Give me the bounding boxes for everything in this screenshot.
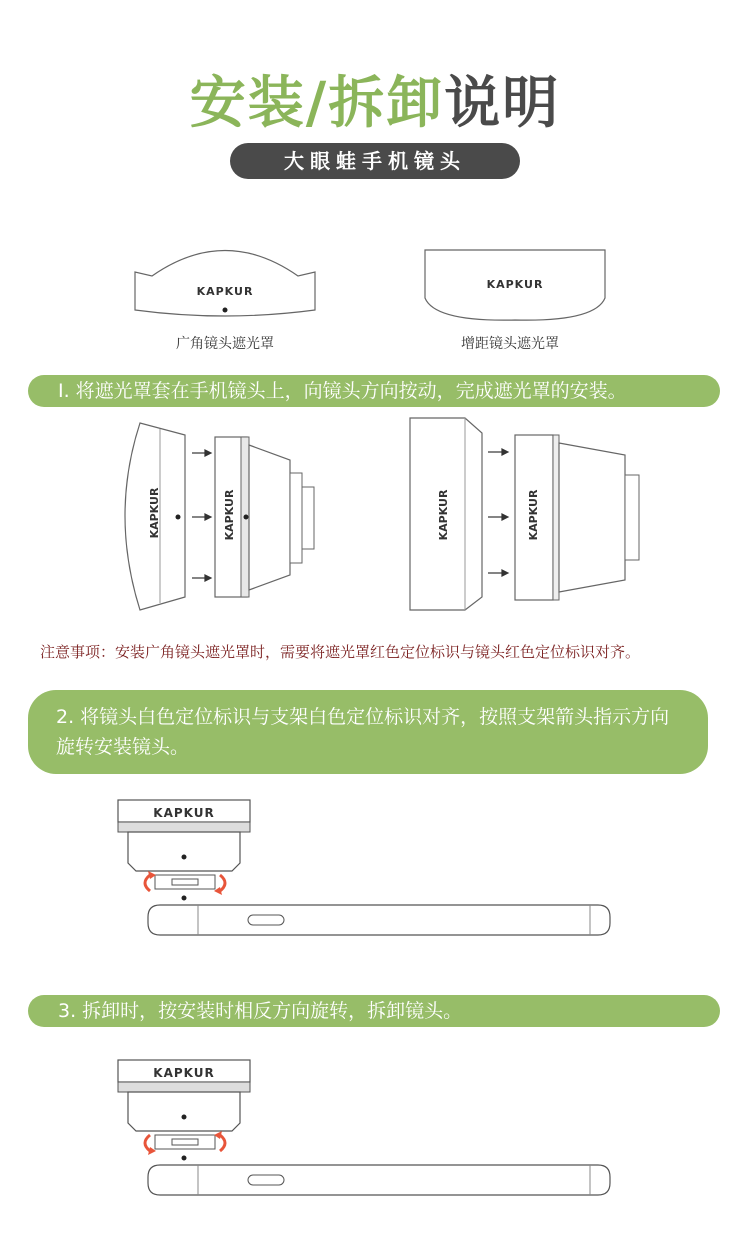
brand-label: KAPKUR xyxy=(486,278,544,291)
title-green-part: 安装/拆卸 xyxy=(189,71,445,136)
step3-bar: 3. 拆卸时，按安装时相反方向旋转，拆卸镜头。 xyxy=(28,995,720,1027)
brand-label: KAPKUR xyxy=(153,1066,215,1080)
brand-label: KAPKUR xyxy=(437,489,450,541)
step1-bar: I. 将遮光罩套在手机镜头上，向镜头方向按动，完成遮光罩的安装。 xyxy=(28,375,720,407)
title-dark-part: 说明 xyxy=(444,71,561,136)
hood-caption-tele: 增距镜头遮光罩 xyxy=(461,336,559,352)
step3-illustration xyxy=(0,1055,750,1200)
brand-label: KAPKUR xyxy=(148,487,161,539)
tele-hood-image xyxy=(425,250,605,320)
step2-bubble: 2. 将镜头白色定位标识与支架白色定位标识对齐，按照支架箭头指示方向旋转安装镜头。 xyxy=(28,690,708,774)
brand-label: KAPKUR xyxy=(223,489,236,541)
brand-label: KAPKUR xyxy=(196,285,254,298)
brand-label: KAPKUR xyxy=(153,806,215,820)
brand-label: KAPKUR xyxy=(527,489,540,541)
hoods-illustration xyxy=(0,230,750,330)
step1-illustration xyxy=(0,415,750,620)
step2-illustration xyxy=(0,795,750,940)
subtitle-pill: 大眼蛙手机镜头 xyxy=(230,143,520,179)
wide-angle-hood-image xyxy=(135,251,315,317)
caution-note: 注意事项：安装广角镜头遮光罩时，需要将遮光罩红色定位标识与镜头红色定位标识对齐。 xyxy=(40,643,641,661)
hood-caption-wide: 广角镜头遮光罩 xyxy=(176,336,274,352)
page-title xyxy=(0,70,750,138)
